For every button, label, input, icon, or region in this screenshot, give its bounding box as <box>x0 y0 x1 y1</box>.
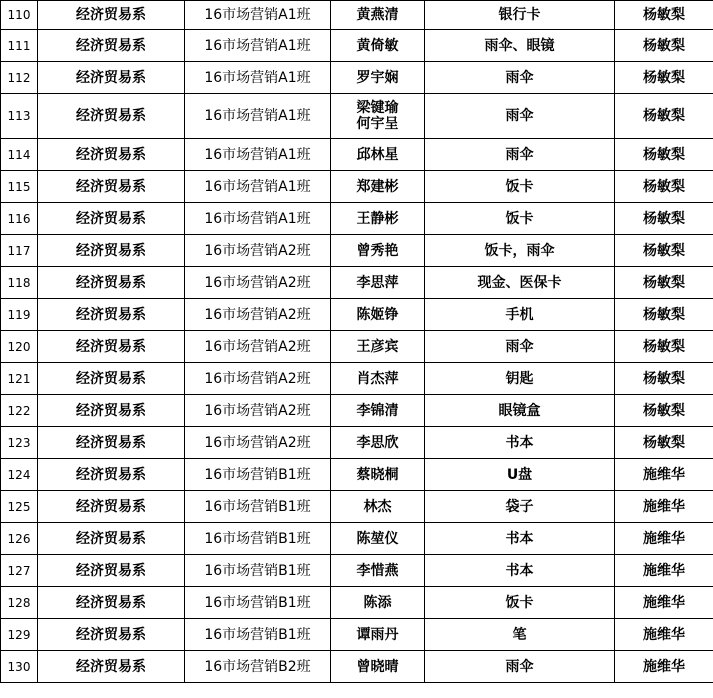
class-cell: 16市场营销B1班 <box>185 459 331 491</box>
teacher-cell: 施维华 <box>615 459 713 491</box>
class-cell: 16市场营销A1班 <box>185 1 331 30</box>
student-name-cell: 李思欣 <box>331 427 425 459</box>
class-cell: 16市场营销B1班 <box>185 619 331 651</box>
lost-item-cell: 雨伞、眼镜 <box>425 30 615 62</box>
lost-item-cell: 雨伞 <box>425 651 615 683</box>
teacher-cell: 杨敏梨 <box>615 171 713 203</box>
teacher-cell: 施维华 <box>615 523 713 555</box>
lost-item-cell: 书本 <box>425 555 615 587</box>
student-name-cell: 梁键瑜 何宇呈 <box>331 94 425 139</box>
class-cell: 16市场营销B1班 <box>185 555 331 587</box>
lost-item-cell: 现金、医保卡 <box>425 267 615 299</box>
class-cell: 16市场营销A2班 <box>185 331 331 363</box>
student-name-cell: 邱林星 <box>331 139 425 171</box>
table-row <box>1 395 713 427</box>
lost-item-cell: 雨伞 <box>425 94 615 139</box>
lost-item-cell: 银行卡 <box>425 1 615 30</box>
student-name-cell: 陈姬铮 <box>331 299 425 331</box>
row-number: 117 <box>1 235 38 267</box>
teacher-cell: 杨敏梨 <box>615 62 713 94</box>
department-cell: 经济贸易系 <box>38 139 185 171</box>
department-cell: 经济贸易系 <box>38 395 185 427</box>
department-cell: 经济贸易系 <box>38 267 185 299</box>
row-number: 121 <box>1 363 38 395</box>
row-number: 128 <box>1 587 38 619</box>
lost-item-cell: 笔 <box>425 619 615 651</box>
department-cell: 经济贸易系 <box>38 235 185 267</box>
row-number: 114 <box>1 139 38 171</box>
teacher-cell: 杨敏梨 <box>615 94 713 139</box>
table-row <box>1 459 713 491</box>
table-row <box>1 523 713 555</box>
class-cell: 16市场营销B2班 <box>185 651 331 683</box>
teacher-cell: 杨敏梨 <box>615 203 713 235</box>
teacher-cell: 杨敏梨 <box>615 427 713 459</box>
teacher-cell: 施维华 <box>615 555 713 587</box>
row-number: 120 <box>1 331 38 363</box>
lost-item-cell: 手机 <box>425 299 615 331</box>
student-name-cell: 陈堃仪 <box>331 523 425 555</box>
table-row <box>1 267 713 299</box>
department-cell: 经济贸易系 <box>38 491 185 523</box>
department-cell: 经济贸易系 <box>38 1 185 30</box>
teacher-cell: 施维华 <box>615 491 713 523</box>
department-cell: 经济贸易系 <box>38 203 185 235</box>
lost-item-cell: 钥匙 <box>425 363 615 395</box>
department-cell: 经济贸易系 <box>38 459 185 491</box>
table-row <box>1 331 713 363</box>
table-row <box>1 651 713 683</box>
department-cell: 经济贸易系 <box>38 619 185 651</box>
teacher-cell: 杨敏梨 <box>615 363 713 395</box>
teacher-cell: 杨敏梨 <box>615 30 713 62</box>
table-row <box>1 491 713 523</box>
teacher-cell: 杨敏梨 <box>615 331 713 363</box>
row-number: 124 <box>1 459 38 491</box>
student-name-cell: 曾秀艳 <box>331 235 425 267</box>
student-name-cell: 黄燕清 <box>331 1 425 30</box>
department-cell: 经济贸易系 <box>38 651 185 683</box>
table-row <box>1 235 713 267</box>
lost-item-cell: 雨伞 <box>425 331 615 363</box>
student-name-cell: 陈添 <box>331 587 425 619</box>
department-cell: 经济贸易系 <box>38 427 185 459</box>
teacher-cell: 杨敏梨 <box>615 139 713 171</box>
class-cell: 16市场营销A1班 <box>185 139 331 171</box>
lost-item-cell: 饭卡，雨伞 <box>425 235 615 267</box>
table-row <box>1 587 713 619</box>
row-number: 126 <box>1 523 38 555</box>
student-name-cell: 王彦宾 <box>331 331 425 363</box>
lost-item-cell: 书本 <box>425 523 615 555</box>
row-number: 127 <box>1 555 38 587</box>
class-cell: 16市场营销A2班 <box>185 395 331 427</box>
student-name-cell: 李锦清 <box>331 395 425 427</box>
lost-item-cell: 袋子 <box>425 491 615 523</box>
student-name-cell: 李惜燕 <box>331 555 425 587</box>
table-row <box>1 1 713 30</box>
table-row <box>1 363 713 395</box>
table-row <box>1 203 713 235</box>
table-row <box>1 171 713 203</box>
teacher-cell: 施维华 <box>615 651 713 683</box>
class-cell: 16市场营销B1班 <box>185 523 331 555</box>
row-number: 115 <box>1 171 38 203</box>
student-name-cell: 李思萍 <box>331 267 425 299</box>
table-row <box>1 139 713 171</box>
table-row <box>1 94 713 139</box>
department-cell: 经济贸易系 <box>38 171 185 203</box>
student-name-cell: 肖杰萍 <box>331 363 425 395</box>
table-row <box>1 555 713 587</box>
row-number: 111 <box>1 30 38 62</box>
lost-item-cell: 饭卡 <box>425 203 615 235</box>
student-name-cell: 曾晓晴 <box>331 651 425 683</box>
teacher-cell: 杨敏梨 <box>615 299 713 331</box>
class-cell: 16市场营销B1班 <box>185 587 331 619</box>
teacher-cell: 杨敏梨 <box>615 1 713 30</box>
class-cell: 16市场营销A1班 <box>185 203 331 235</box>
student-name-cell: 蔡晓桐 <box>331 459 425 491</box>
row-number: 113 <box>1 94 38 139</box>
lost-item-cell: 雨伞 <box>425 139 615 171</box>
class-cell: 16市场营销A2班 <box>185 235 331 267</box>
department-cell: 经济贸易系 <box>38 30 185 62</box>
lost-item-cell: U盘 <box>425 459 615 491</box>
table-row <box>1 299 713 331</box>
teacher-cell: 施维华 <box>615 587 713 619</box>
department-cell: 经济贸易系 <box>38 94 185 139</box>
department-cell: 经济贸易系 <box>38 555 185 587</box>
row-number: 116 <box>1 203 38 235</box>
class-cell: 16市场营销A1班 <box>185 171 331 203</box>
student-name-cell: 王静彬 <box>331 203 425 235</box>
lost-item-cell: 书本 <box>425 427 615 459</box>
row-number: 119 <box>1 299 38 331</box>
lost-item-cell: 饭卡 <box>425 171 615 203</box>
table-row <box>1 62 713 94</box>
student-name-cell: 谭雨丹 <box>331 619 425 651</box>
student-name-cell: 林杰 <box>331 491 425 523</box>
student-name-cell: 罗宇娴 <box>331 62 425 94</box>
student-name-cell: 郑建彬 <box>331 171 425 203</box>
class-cell: 16市场营销A1班 <box>185 94 331 139</box>
lost-item-cell: 饭卡 <box>425 587 615 619</box>
teacher-cell: 杨敏梨 <box>615 395 713 427</box>
class-cell: 16市场营销A2班 <box>185 267 331 299</box>
department-cell: 经济贸易系 <box>38 523 185 555</box>
department-cell: 经济贸易系 <box>38 331 185 363</box>
class-cell: 16市场营销A2班 <box>185 299 331 331</box>
student-name-cell: 黄倚敏 <box>331 30 425 62</box>
class-cell: 16市场营销B1班 <box>185 491 331 523</box>
table-body <box>1 1 713 683</box>
row-number: 118 <box>1 267 38 299</box>
lost-item-cell: 眼镜盒 <box>425 395 615 427</box>
lost-item-cell: 雨伞 <box>425 62 615 94</box>
department-cell: 经济贸易系 <box>38 363 185 395</box>
department-cell: 经济贸易系 <box>38 299 185 331</box>
row-number: 110 <box>1 1 38 30</box>
teacher-cell: 杨敏梨 <box>615 267 713 299</box>
table-row <box>1 619 713 651</box>
table-row <box>1 30 713 62</box>
row-number: 130 <box>1 651 38 683</box>
row-number: 112 <box>1 62 38 94</box>
class-cell: 16市场营销A2班 <box>185 363 331 395</box>
class-cell: 16市场营销A2班 <box>185 427 331 459</box>
row-number: 122 <box>1 395 38 427</box>
class-cell: 16市场营销A1班 <box>185 30 331 62</box>
table-row <box>1 427 713 459</box>
department-cell: 经济贸易系 <box>38 587 185 619</box>
teacher-cell: 施维华 <box>615 619 713 651</box>
row-number: 123 <box>1 427 38 459</box>
class-cell: 16市场营销A1班 <box>185 62 331 94</box>
teacher-cell: 杨敏梨 <box>615 235 713 267</box>
department-cell: 经济贸易系 <box>38 62 185 94</box>
row-number: 129 <box>1 619 38 651</box>
row-number: 125 <box>1 491 38 523</box>
